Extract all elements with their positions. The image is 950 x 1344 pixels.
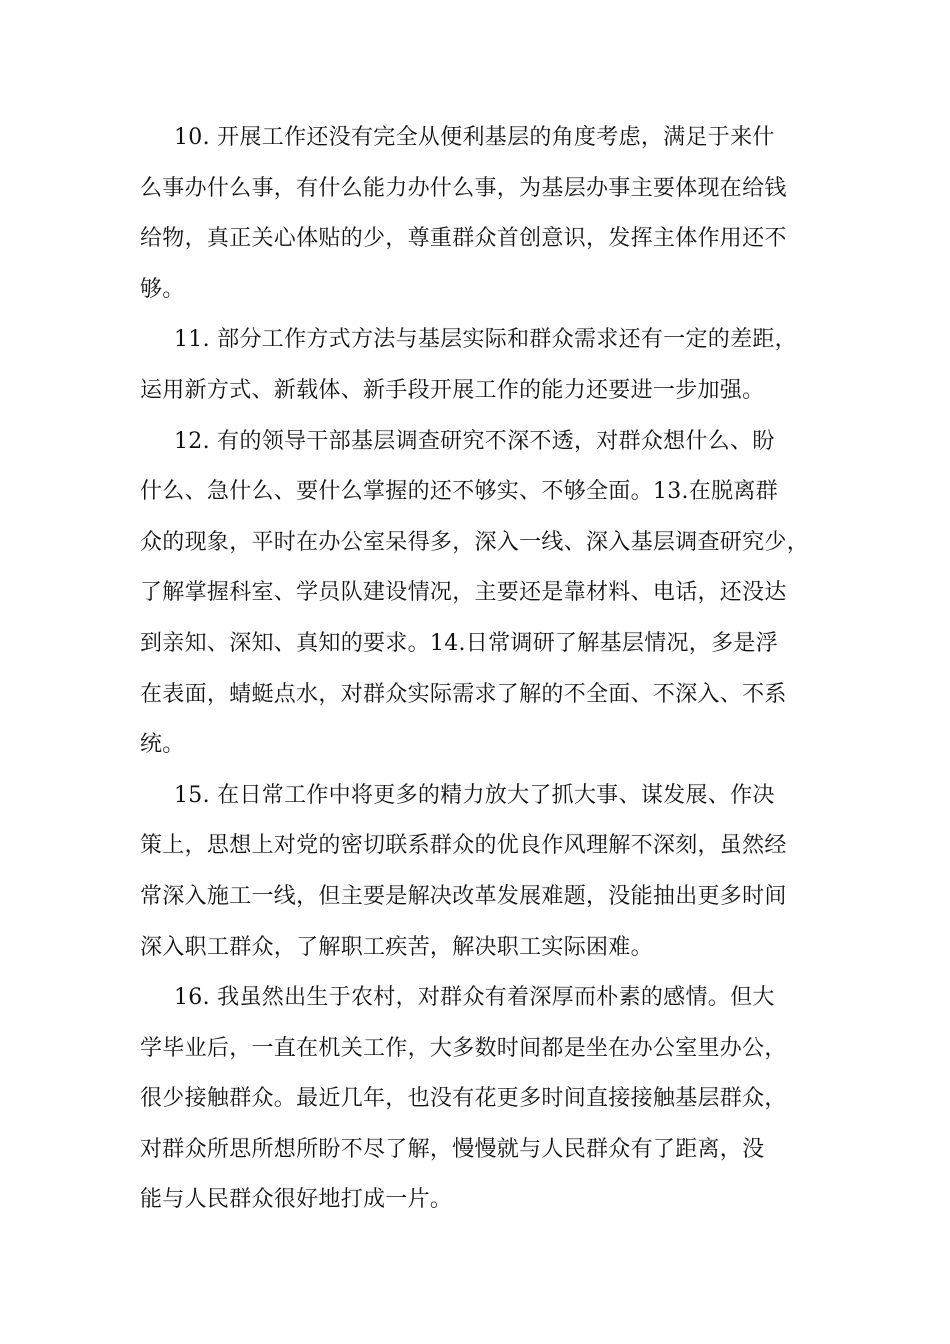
text-line: 对群众所思所想所盼不尽了解，慢慢就与人民群众有了距离，没 — [140, 1136, 765, 1162]
text-line: 给物，真正关心体贴的少，尊重群众首创意识，发挥主体作用还不 — [140, 226, 787, 252]
text-line: 什么、急什么、要什么掌握的还不够实、不够全面。13.在脱离群 — [140, 479, 778, 505]
text-line: 策上，思想上对党的密切联系群众的优良作风理解不深刻，虽然经 — [140, 833, 787, 859]
text-line: 学毕业后，一直在机关工作，大多数时间都是坐在办公室里办公， — [140, 1035, 787, 1061]
text-line: 10. 开展工作还没有完全从便利基层的角度考虑，满足于来什 — [174, 125, 775, 150]
text-line: 统。 — [140, 732, 185, 758]
text-line: 深入职工群众，了解职工疾苦，解决职工实际困难。 — [140, 934, 653, 960]
text-line: 11. 部分工作方式方法与基层实际和群众需求还有一定的差距， — [174, 327, 797, 353]
text-line: 么事办什么事，有什么能力办什么事，为基层办事主要体现在给钱 — [140, 175, 787, 201]
text-line: 到亲知、深知、真知的要求。14.日常调研了解基层情况，多是浮 — [140, 630, 778, 656]
text-line: 15. 在日常工作中将更多的精力放大了抓大事、谋发展、作决 — [174, 782, 775, 808]
document-body — [140, 113, 840, 1226]
text-line: 能与人民群众很好地打成一片。 — [140, 1187, 453, 1213]
text-line: 12. 有的领导干部基层调查研究不深不透，对群众想什么、盼 — [174, 428, 775, 454]
text-line: 很少接触群众。最近几年，也没有花更多时间直接接触基层群众， — [140, 1086, 787, 1112]
text-line: 在表面，蜻蜓点水，对群众实际需求了解的不全面、不深入、不系 — [140, 681, 787, 707]
text-line: 够。 — [140, 276, 185, 302]
text-line: 常深入施工一线，但主要是解决改革发展难题，没能抽出更多时间 — [140, 883, 787, 909]
text-line: 众的现象，平时在办公室呆得多，深入一线、深入基层调查研究少， — [140, 529, 810, 555]
text-line: 运用新方式、新载体、新手段开展工作的能力还要进一步加强。 — [140, 377, 765, 403]
text-line: 了解掌握科室、学员队建设情况，主要还是靠材料、电话，还没达 — [140, 580, 787, 606]
text-line: 16. 我虽然出生于农村，对群众有着深厚而朴素的感情。但大 — [174, 985, 775, 1011]
